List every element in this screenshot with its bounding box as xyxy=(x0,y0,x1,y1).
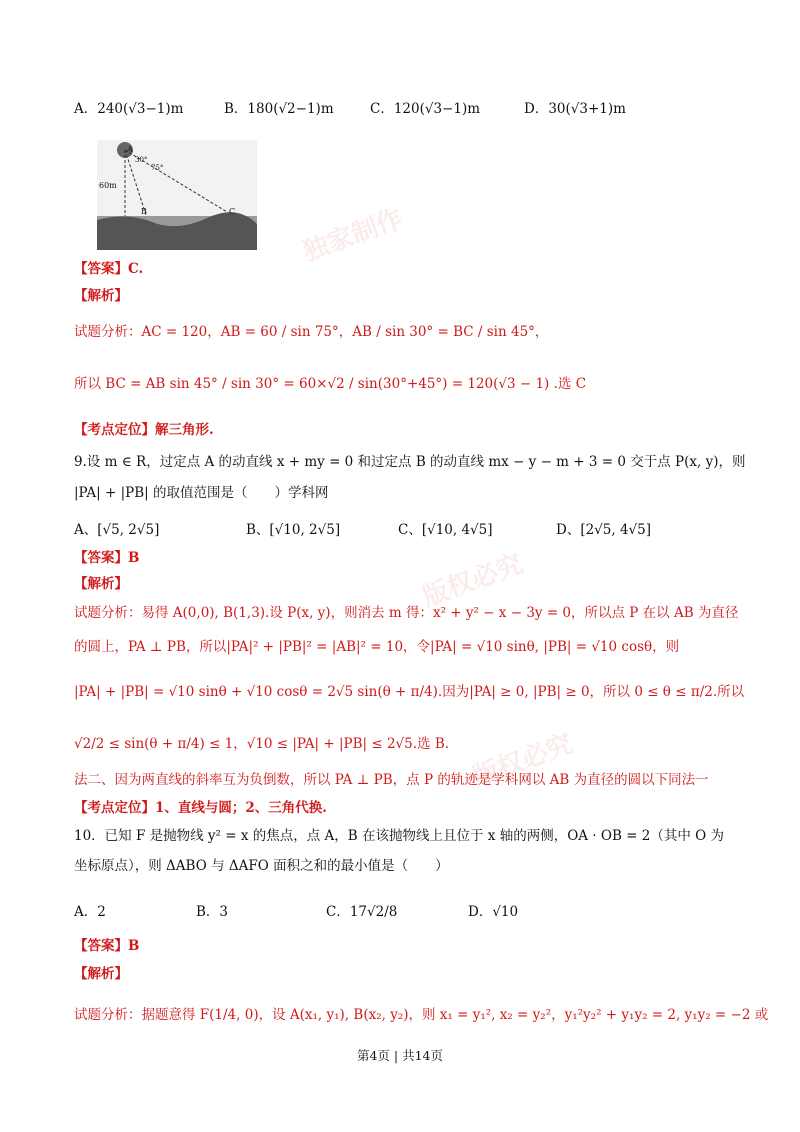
q8-analysis-title: 【解析】 xyxy=(74,288,128,304)
q8-answer: 【答案】C. xyxy=(74,261,144,277)
q10-analysis-title: 【解析】 xyxy=(74,966,128,982)
q8-figure xyxy=(97,140,257,250)
q9-analysis-line3: |PA| + |PB| = √10 sinθ + √10 cosθ = 2√5 sin(θ + π/4).因为|PA| ≥ 0, |PB| ≥ 0，所以 0 ≤ θ ≤ π/2.所以 xyxy=(74,684,745,700)
q8-option-a: A．240(√3−1)m xyxy=(74,101,184,117)
q10-stem-line2: 坐标原点），则 ΔABO 与 ΔAFO 面积之和的最小值是（ ） xyxy=(74,858,449,874)
watermark: 独家制作 xyxy=(298,203,407,268)
fig-label-c: C xyxy=(229,207,236,216)
q9-answer: 【答案】B xyxy=(74,550,140,566)
fig-label-b: B xyxy=(141,207,147,216)
q10-option-a: A．2 xyxy=(74,904,106,920)
q8-option-b: B．180(√2−1)m xyxy=(224,101,334,117)
q8-option-c: C．120(√3−1)m xyxy=(370,101,481,117)
fig-label-angle1: 30° xyxy=(135,156,148,164)
q9-analysis-line4: √2/2 ≤ sin(θ + π/4) ≤ 1，√10 ≤ |PA| + |PB| ≤ 2√5.选 B. xyxy=(74,736,450,752)
q10-stem-line1: 10．已知 F 是抛物线 y² = x 的焦点，点 A，B 在该抛物线上且位于 x 轴的两侧，OA · OB = 2（其中 O 为 xyxy=(74,828,725,844)
q10-option-b: B．3 xyxy=(196,904,229,920)
fig-label-a: A xyxy=(127,145,133,154)
q9-stem-line1: 9.设 m ∈ R，过定点 A 的动直线 x + my = 0 和过定点 B 的动直线 mx − y − m + 3 = 0 交于点 P(x, y)，则 xyxy=(74,454,746,470)
q8-analysis-line1: 试题分析：AC = 120，AB = 60 / sin 75°，AB / sin 30° = BC / sin 45°， xyxy=(74,324,549,340)
q8-analysis-line2: 所以 BC = AB sin 45° / sin 30° = 60×√2 / sin(30°+45°) = 120(√3 − 1) .选 C xyxy=(74,376,587,392)
q9-option-c: C、[√10, 4√5] xyxy=(398,522,493,538)
q10-answer: 【答案】B xyxy=(74,938,140,954)
q8-option-d: D．30(√3+1)m xyxy=(524,101,626,117)
q9-option-d: D、[2√5, 4√5] xyxy=(556,522,652,538)
q10-option-c: C．17√2/8 xyxy=(326,904,398,920)
watermark: 版权必究 xyxy=(468,728,577,793)
q9-kaodian: 【考点定位】1、直线与圆；2、三角代换. xyxy=(74,800,327,816)
q9-option-a: A、[√5, 2√5] xyxy=(74,522,160,538)
q9-analysis-title: 【解析】 xyxy=(74,576,128,592)
q9-analysis-line1: 试题分析：易得 A(0,0), B(1,3).设 P(x, y)，则消去 m 得：x² + y² − x − 3y = 0，所以点 P 在以 AB 为直径 xyxy=(74,605,739,621)
q9-analysis-line5: 法二、因为两直线的斜率互为负倒数，所以 PA ⊥ PB，点 P 的轨迹是学科网以 AB 为直径的圆以下同法一 xyxy=(74,772,709,788)
q9-analysis-line2: 的圆上，PA ⊥ PB，所以|PA|² + |PB|² = |AB|² = 10，令|PA| = √10 sinθ, |PB| = √10 cosθ，则 xyxy=(74,639,680,655)
fig-label-height: 60m xyxy=(99,181,117,190)
q9-stem-line2: |PA| + |PB| 的取值范围是（ ）学科网 xyxy=(74,485,329,501)
balloon-diagram xyxy=(97,140,257,250)
watermark: 版权必究 xyxy=(418,548,527,613)
q8-kaodian: 【考点定位】解三角形. xyxy=(74,422,214,438)
fig-label-angle2: 75° xyxy=(151,164,164,172)
q9-option-b: B、[√10, 2√5] xyxy=(246,522,341,538)
q10-analysis-line1: 试题分析：据题意得 F(1/4, 0)，设 A(x₁, y₁), B(x₂, y₂)，则 x₁ = y₁², x₂ = y₂²，y₁²y₂² + y₁y₂ = 2, y₁y₂ = −2 或 xyxy=(74,1007,769,1023)
page-footer: 第4页 | 共14页 xyxy=(356,1048,444,1063)
q10-option-d: D．√10 xyxy=(468,904,519,920)
